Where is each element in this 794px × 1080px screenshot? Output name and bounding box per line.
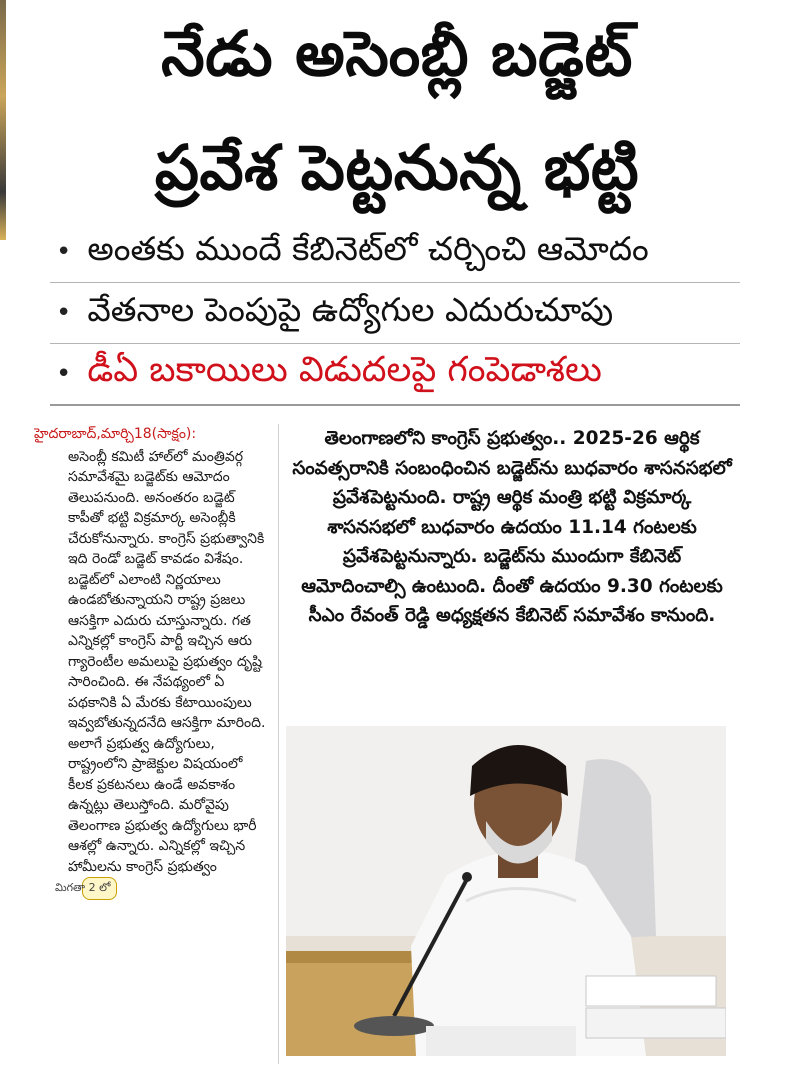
photo-illustration [286,726,726,1056]
article-body-column [34,424,279,1064]
article-lead: తెలంగాణలోని కాంగ్రెస్ ప్రభుత్వం.. 2025-26 ఆర్థిక సంవత్సరానికి సంబంధించిన బడ్జెట్‌ను బుధవారం శాసనసభలో ప్రవేశపెట్టనుంది. రాష్ట్ర ఆర్థిక మంత్రి భట్టి విక్రమార్క శాసనసభలో బుధవారం ఉదయం 11.14 గంటలకు ప్రవేశపెట్టనున్నారు. బడ్జెట్‌ను ముందుగా కేబినెట్ ఆమోదించాల్సి ఉంటుంది. దీంతో ఉదయం 9.30 గంటలకు సీఎం రేవంత్ రెడ్డి అధ్యక్షతన కేబినెట్ సమావేశం కానుంది. [292,428,732,626]
subhead-bullet [50,222,740,283]
headline-line-1: నేడు అసెంబ్లీ బడ్జెట్ [161,17,633,90]
bullet-text: అంతకు ముందే కేబినెట్‌లో చర్చించి ఆమోదం [87,228,649,268]
article-body [34,424,270,900]
bullet-dot-icon: • [56,237,72,267]
bullet-text: వేతనాల పెంపుపై ఉద్యోగుల ఎదురుచూపు [87,289,614,329]
bullet-dot-icon: • [56,359,72,389]
adjacent-page-strip [0,0,6,240]
dateline: హైదరాబాద్,మార్చి18(సాక్షం): [34,426,197,442]
subhead-bullets [50,222,740,406]
bullet-dot-icon: • [56,298,72,328]
subhead-bullet-highlight [50,344,740,406]
continuation-marker: మిగతా 2 లో [82,877,117,900]
headline-line-2: ప్రవేశ పెట్టనున్న భట్టి [154,131,640,204]
subhead-bullet [50,283,740,344]
article-body-text: అసెంబ్లీ కమిటీ హాల్‌లో మంత్రివర్గ సమావేశమై బడ్జెట్‌కు ఆమోదం తెలుపనుంది. అనంతరం బడ్జెట్ కాపీతో భట్టి విక్రమార్క అసెంబ్లీకి చేరుకోనున్నారు. కాంగ్రెస్ ప్రభుత్వానికి ఇది రెండో బడ్జెట్ కావడం విశేషం. బడ్జెట్‌లో ఎలాంటి నిర్ణయాలు ఉండబోతున్నాయని రాష్ట్ర ప్రజలు ఆసక్తిగా ఎదురు చూస్తున్నారు. గత ఎన్నికల్లో కాంగ్రెస్ పార్టీ ఇచ్చిన ఆరు గ్యారెంటీల అమలుపై ప్రభుత్వం దృష్టి సారించింది. ఈ నేపథ్యంలో ఏ పథకానికి ఏ మేరకు కేటాయింపులు ఇవ్వబోతున్నదనేది ఆసక్తిగా మారింది. అలాగే ప్రభుత్వ ఉద్యోగులు, రాష్ట్రంలోని ప్రాజెక్టుల విషయంలో కీలక ప్రకటనలు ఉండే అవకాశం ఉన్నట్లు తెలుస్తోంది. మరోవైపు తెలంగాణ ప్రభుత్వ ఉద్యోగులు భారీ ఆశల్లో ఉన్నారు. ఎన్నికల్లో ఇచ్చిన హామీలను కాంగ్రెస్ ప్రభుత్వం [68,448,266,875]
bullet-text: డీఏ బకాయిలు విడుదలపై గంపెడాశలు [87,350,602,390]
minister-photo [286,726,726,1056]
